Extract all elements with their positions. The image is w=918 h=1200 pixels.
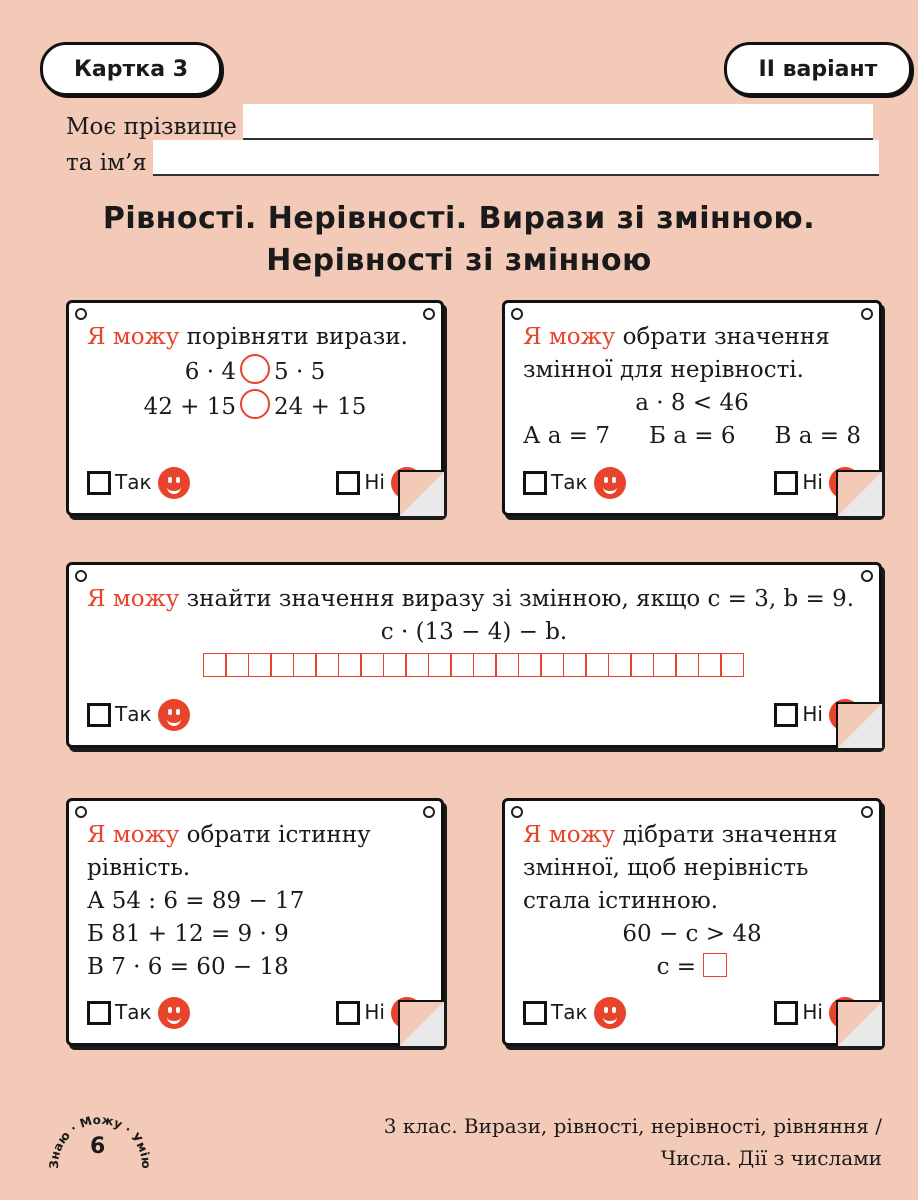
- page-title: [0, 198, 918, 282]
- pin-icon: [75, 308, 87, 320]
- checkbox[interactable]: [523, 1001, 547, 1025]
- checkbox[interactable]: [87, 1001, 111, 1025]
- page-curl: [398, 1000, 444, 1046]
- pin-icon: [75, 570, 87, 582]
- checkbox[interactable]: [774, 1001, 798, 1025]
- pin-icon: [861, 570, 873, 582]
- compare-circle[interactable]: [240, 389, 270, 419]
- option-c[interactable]: В a = 8: [774, 423, 861, 449]
- expr-right: 5 · 5: [274, 359, 326, 385]
- page-curl: [836, 470, 882, 516]
- name-row: [66, 140, 879, 176]
- no-label: Ні: [364, 470, 385, 494]
- footer-caption: [384, 1110, 882, 1174]
- task-card-pick-value: [502, 798, 882, 1046]
- task-card-true-equality: [66, 798, 444, 1046]
- footer-line-2: Числа. Дії з числами: [660, 1146, 882, 1170]
- i-can-label: Я можу: [523, 324, 616, 350]
- compare-row-1: [87, 354, 423, 389]
- yes-option[interactable]: [87, 996, 190, 1029]
- yes-option[interactable]: [523, 996, 626, 1029]
- grid-cell[interactable]: [653, 653, 677, 677]
- answer-grid[interactable]: [87, 653, 861, 677]
- smile-icon: [158, 467, 190, 499]
- footer-line-1: 3 клас. Вирази, рівності, нерівності, рівняння /: [383, 1114, 882, 1138]
- grid-cell[interactable]: [675, 653, 699, 677]
- grid-cell[interactable]: [630, 653, 654, 677]
- grid-cell[interactable]: [608, 653, 632, 677]
- page-number: 6: [90, 1134, 106, 1159]
- grid-cell[interactable]: [450, 653, 474, 677]
- yes-label: Так: [551, 470, 588, 494]
- grid-cell[interactable]: [203, 653, 227, 677]
- yes-label: Так: [551, 1000, 588, 1024]
- checkbox[interactable]: [336, 471, 360, 495]
- task-card-choose-value: [502, 300, 882, 516]
- grid-cell[interactable]: [540, 653, 564, 677]
- options-row: [523, 420, 861, 453]
- task-text: порівняти вирази.: [179, 324, 408, 350]
- grid-cell[interactable]: [338, 653, 362, 677]
- pin-icon: [423, 806, 435, 818]
- checkbox[interactable]: [523, 471, 547, 495]
- smile-icon: [158, 997, 190, 1029]
- grid-cell[interactable]: [563, 653, 587, 677]
- checkbox[interactable]: [336, 1001, 360, 1025]
- option-b[interactable]: Б 81 + 12 = 9 · 9: [87, 921, 289, 947]
- grid-cell[interactable]: [270, 653, 294, 677]
- yes-option[interactable]: [87, 466, 190, 499]
- no-label: Ні: [802, 1000, 823, 1024]
- title-line-1: Рівності. Нерівності. Вирази зі змінною.: [102, 201, 816, 236]
- expr-right: 24 + 15: [274, 394, 367, 420]
- surname-label: Моє прізвище: [66, 114, 237, 140]
- option-c[interactable]: В 7 · 6 = 60 − 18: [87, 954, 289, 980]
- i-can-label: Я можу: [87, 324, 180, 350]
- page-curl: [836, 1000, 882, 1046]
- pin-icon: [423, 308, 435, 320]
- task-card-compare: [66, 300, 444, 516]
- smile-icon: [158, 699, 190, 731]
- grid-cell[interactable]: [405, 653, 429, 677]
- smile-icon: [594, 467, 626, 499]
- compare-row-2: [87, 389, 423, 424]
- task-card-evaluate: [66, 562, 882, 748]
- expr-left: 42 + 15: [143, 394, 236, 420]
- page-curl: [836, 702, 882, 748]
- compare-circle[interactable]: [240, 354, 270, 384]
- task-text: обрати істинну рівність.: [87, 822, 371, 881]
- i-can-label: Я можу: [87, 822, 180, 848]
- pin-icon: [511, 806, 523, 818]
- grid-cell[interactable]: [428, 653, 452, 677]
- task-text: дібрати значення змінної, щоб нерівність стала істинною.: [523, 822, 838, 914]
- grid-cell[interactable]: [248, 653, 272, 677]
- answer-row: [523, 951, 861, 984]
- brand-text: Знаю · Можу · Умію: [46, 1112, 154, 1170]
- checkbox[interactable]: [87, 471, 111, 495]
- yes-label: Так: [115, 1000, 152, 1024]
- pin-icon: [511, 308, 523, 320]
- grid-cell[interactable]: [383, 653, 407, 677]
- no-label: Ні: [802, 702, 823, 726]
- name-label: та ім’я: [66, 150, 147, 176]
- grid-cell[interactable]: [473, 653, 497, 677]
- grid-cell[interactable]: [698, 653, 722, 677]
- title-line-2: Нерівності зі змінною: [266, 243, 652, 278]
- no-label: Ні: [364, 1000, 385, 1024]
- grid-cell[interactable]: [495, 653, 519, 677]
- answer-box[interactable]: [703, 953, 727, 977]
- yes-label: Так: [115, 702, 152, 726]
- no-label: Ні: [802, 470, 823, 494]
- grid-cell[interactable]: [360, 653, 384, 677]
- option-a[interactable]: А a = 7: [523, 423, 610, 449]
- name-field[interactable]: [153, 140, 879, 176]
- yes-option[interactable]: [87, 698, 190, 731]
- answer-prefix: c =: [656, 954, 697, 980]
- checkbox[interactable]: [774, 703, 798, 727]
- i-can-label: Я можу: [523, 822, 616, 848]
- surname-field[interactable]: [243, 104, 873, 140]
- smile-icon: [594, 997, 626, 1029]
- grid-cell[interactable]: [720, 653, 744, 677]
- yes-label: Так: [115, 470, 152, 494]
- task-text: обрати значення змінної для нерівності.: [523, 324, 830, 383]
- option-a[interactable]: А 54 : 6 = 89 − 17: [87, 888, 305, 914]
- checkbox[interactable]: [87, 703, 111, 727]
- checkbox[interactable]: [774, 471, 798, 495]
- variant-label: II варіант: [724, 42, 912, 96]
- grid-cell[interactable]: [225, 653, 249, 677]
- pin-icon: [861, 806, 873, 818]
- grid-cell[interactable]: [293, 653, 317, 677]
- grid-cell[interactable]: [518, 653, 542, 677]
- card-number-label: Картка 3: [40, 42, 222, 96]
- grid-cell[interactable]: [585, 653, 609, 677]
- pin-icon: [75, 806, 87, 818]
- yes-option[interactable]: [523, 466, 626, 499]
- i-can-label: Я можу: [87, 586, 180, 612]
- option-b[interactable]: Б a = 6: [649, 423, 736, 449]
- grid-cell[interactable]: [315, 653, 339, 677]
- expr-left: 6 · 4: [184, 359, 236, 385]
- inequality: a · 8 < 46: [635, 390, 749, 416]
- inequality: 60 − c > 48: [622, 921, 762, 947]
- expression: c · (13 − 4) − b.: [380, 619, 568, 645]
- surname-row: [66, 104, 873, 140]
- page-curl: [398, 470, 444, 516]
- pin-icon: [861, 308, 873, 320]
- task-text: знайти значення виразу зі змінною, якщо c = 3, b = 9.: [179, 586, 855, 612]
